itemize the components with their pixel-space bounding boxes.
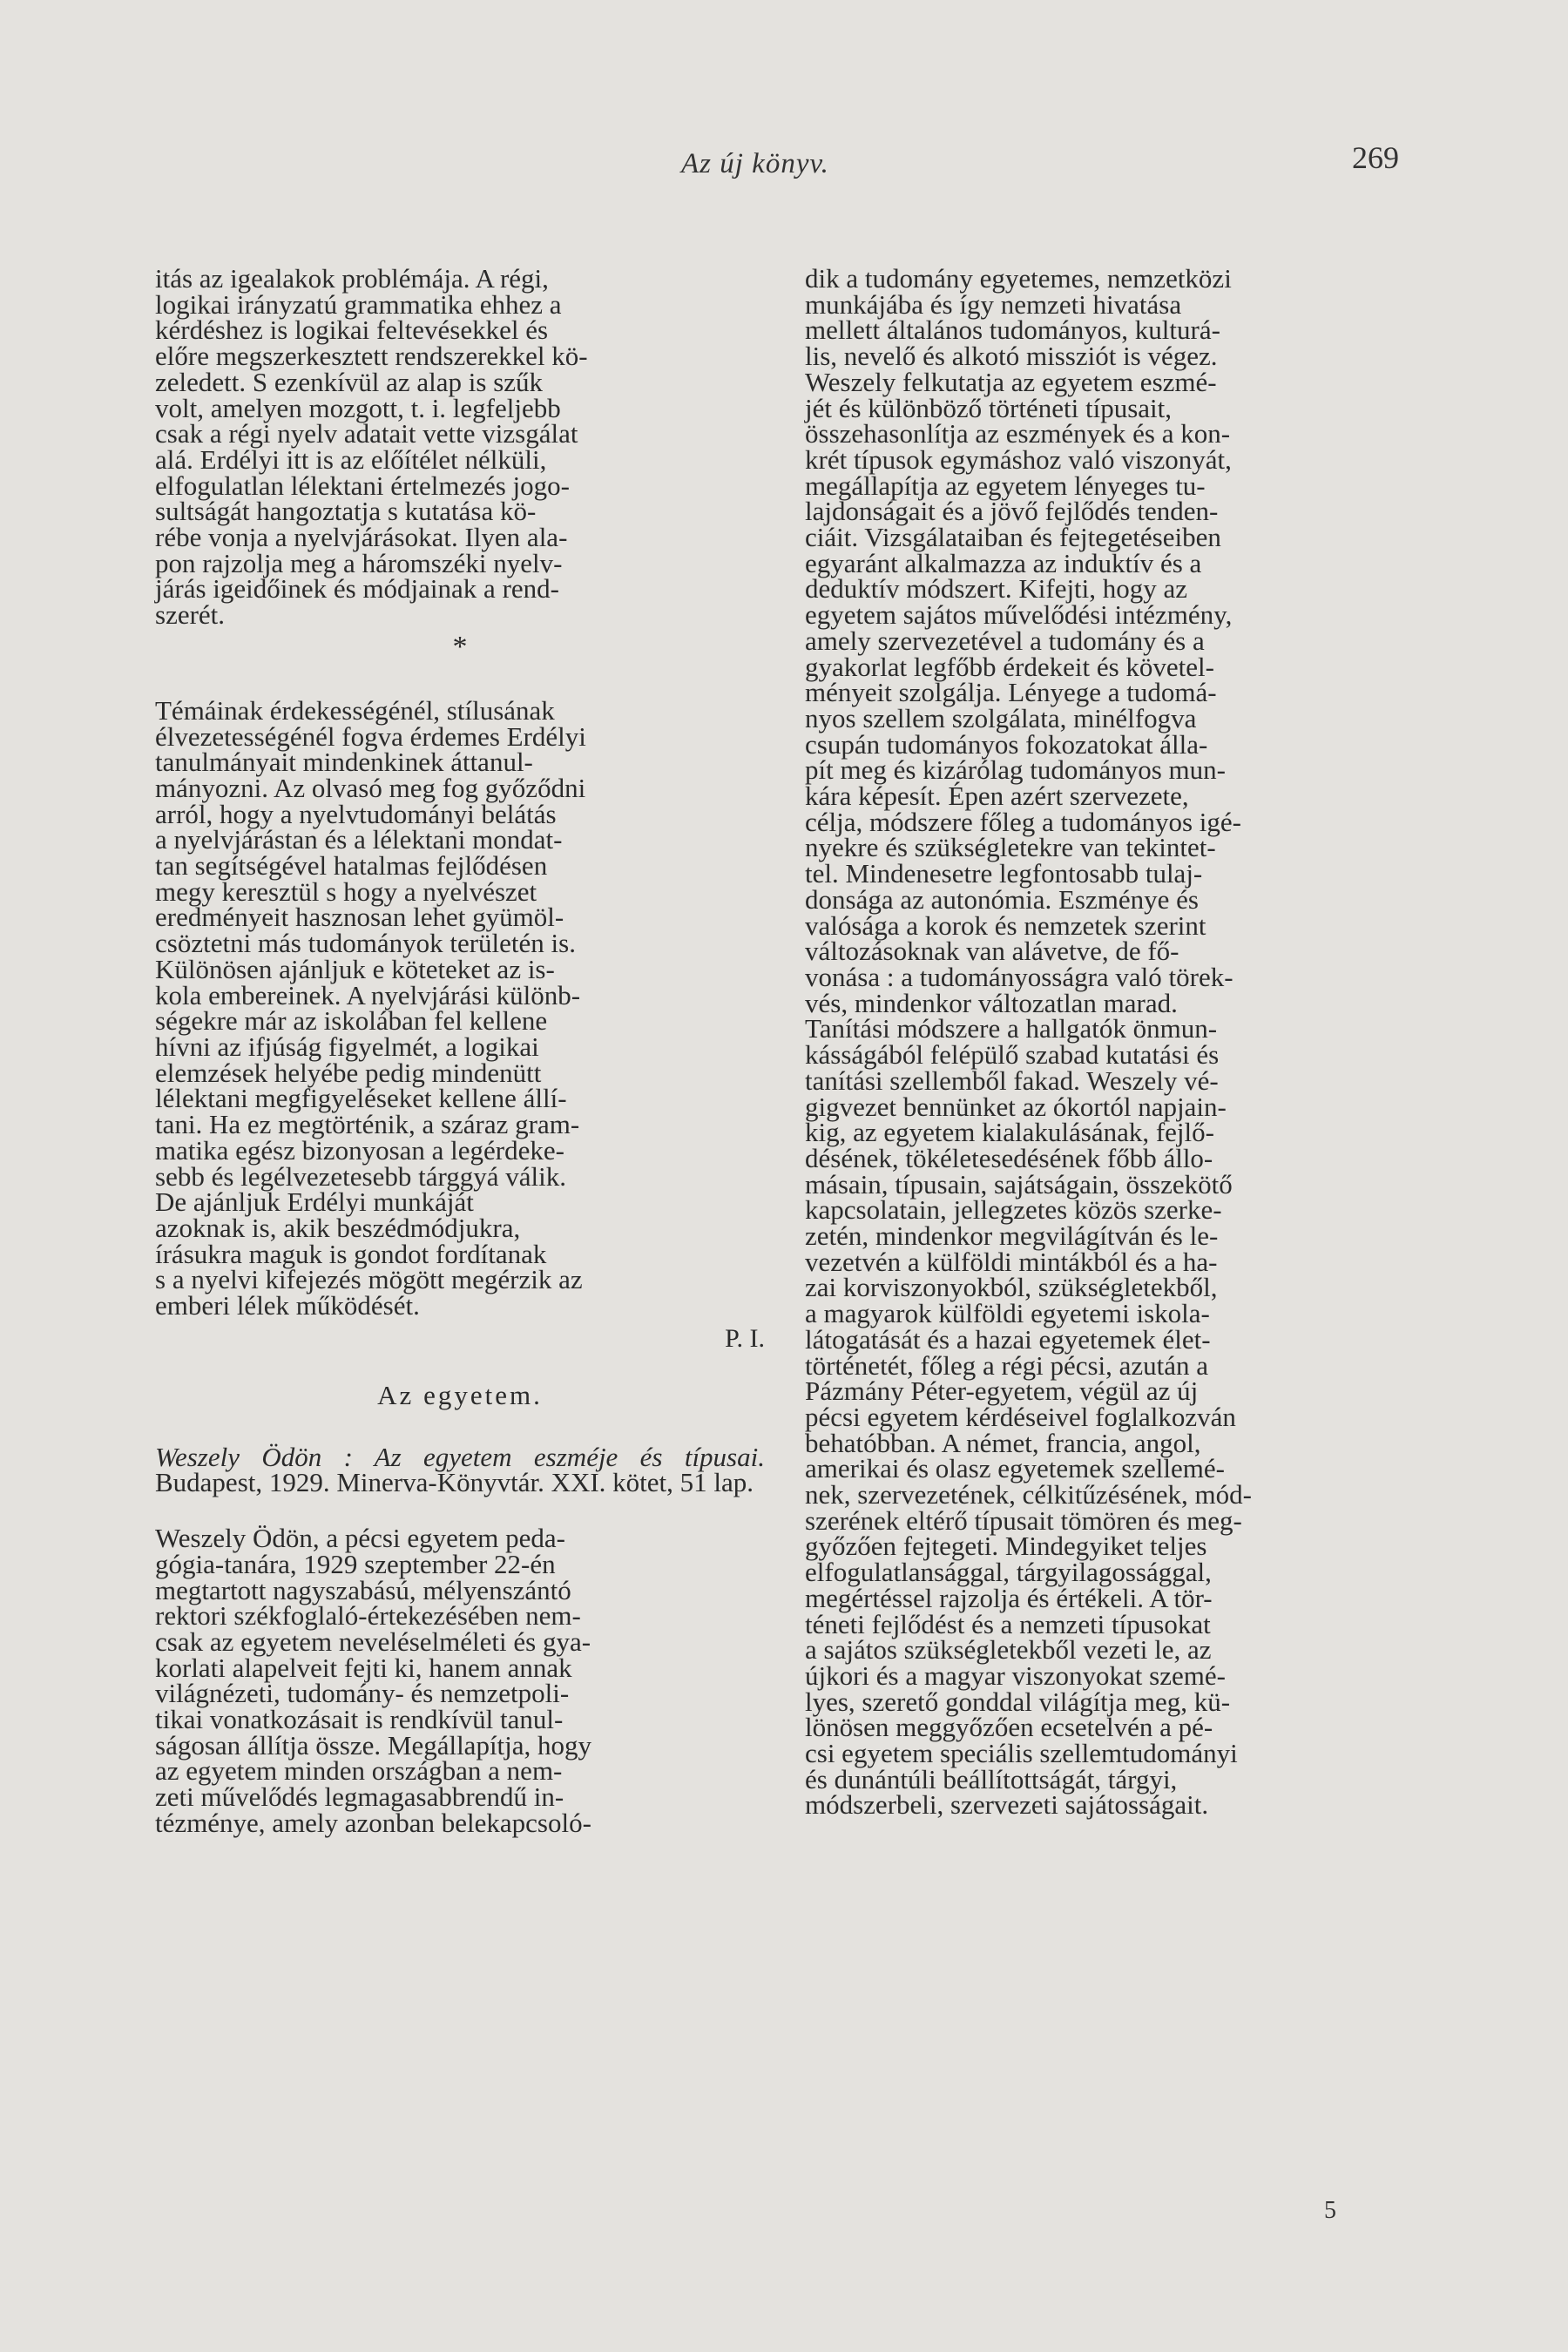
paragraph-weszely-intro: Weszely Ödön, a pécsi egyetem peda- gógia-tanára, 1929 szeptember 22-én megtartott nagyszabású, mélyenszántó rektori székfoglaló-értekezésében nem- csak az egyetem neveléselméleti és gya- korlati alapelveit fejti ki, hanem annak világnézeti, tudomány- és nemzetpoli- tikai vonatkozásait is rendkívül tanul- ságosan állítja össze. Megállapítja, hogy az egyetem minden országban a nem- zeti művelődés legmagasabbrendű in- tézménye, amely azonban belekapcsoló- xyxy=(155,1523,592,1838)
paragraph-verb-tenses: itás az igealakok problémája. A régi, logikai irányzatú grammatika ehhez a kérdéshez is logikai feltevésekkel és előre megszerkesztett rendszerekkel kö- zeledett. S ezenkívül az alap is szűk volt, amelyen mozgott, t. i. legfeljebb csak a régi nyelv adatait vette vizsgálat alá. Erdélyi itt is az előítélet nélküli, elfogulatlan lélektani értelmezés jogo- sultságát hangoztatja s kutatása kö- rébe vonja a nyelvjárásokat. Ilyen ala- pon rajzolja meg a háromszéki nyelv- járás igeidőinek és módjainak a rend- szerét. xyxy=(155,263,588,631)
section-separator-asterisk: * xyxy=(452,630,468,663)
review-signature: P. I. xyxy=(725,1323,765,1353)
citation-publication: Budapest, 1929. Minerva-Könyvtár. XXI. kötet, 51 lap. xyxy=(155,1467,754,1498)
page-number: 269 xyxy=(1352,140,1399,175)
section-heading: Az egyetem. xyxy=(377,1379,543,1410)
book-citation xyxy=(155,1441,765,1498)
running-head: Az új könyv. xyxy=(681,148,829,179)
citation-author-title: Weszely Ödön : Az egyetem eszméje és típusai. xyxy=(155,1441,765,1472)
left-column xyxy=(155,263,765,1838)
paragraph-weszely-continued: dik a tudomány egyetemes, nemzetközi munkájába és így nemzeti hivatása mellett általános tudományos, kulturá- lis, nevelő és alkotó missziót is végez. Weszely felkutatja az egyetem eszmé- jét és különböző történeti típusait, összehasonlítja az eszmények és a kon- krét típusok egymáshoz való viszonyát, megállapítja az egyetem lényeges tu- lajdonságait és a jövő fejlődés tenden- ciáit. Vizsgálataiban és fejtegetéseiben egyaránt alkalmazza az induktív és a deduktív módszert. Kifejti, hogy az egyetem sajátos művelődési intézmény, amely szervezetével a tudomány és a gyakorlat legfőbb érdekeit és követel- ményeit szolgálja. Lényege a tudomá- nyos szellem szolgálata, minélfogva csupán tudományos fokozatokat álla- pít meg és kizárólag tudományos mun- kára képesít. Épen azért szervezete, célja, módszere főleg a tudományos igé- nyekre és szükségletekre van tekintet- tel. Mindenesetre legfontosabb tulaj- donsága az autonómia. Eszménye és valósága a korok és nemzetek szerint változásoknak van alávetve, de fő- vonása : a tudományosságra való törek- vés, mindenkor változatlan marad. Tanítási módszere a hallgatók önmun- kásságából felépülő szabad kutatási és tanítási szellemből fakad. Weszely vé- gigvezet bennünket az ókortól napjain- kig, az egyetem kialakulásának, fejlő- désének, tökéletesedésének főbb állo- másain, típusain, sajátságain, összekötő kapcsolatain, jellegzetes közös szerke- zetén, mindenkor megvilágítván és le- vezetvén a külföldi mintákból és a ha- zai korviszonyokból, szükségletekből, a magyarok külföldi egyetemi iskola- látogatását és a hazai egyetemek élet- történetét, főleg a régi pécsi, azután a Pázmány Péter-egyetem, végül az új pécsi egyetem kérdéseivel foglalkozván behatóbban. A német, francia, angol, amerikai és olasz egyetemek szellemé- nek, szervezetének, célkitűzésének, mód- szerének eltérő típusait tömören és meg- győzően fejtegeti. Mindegyiket teljes elfogulatlansággal, tárgyilagossággal, megértéssel rajzolja és értékeli. A tör- téneti fejlődést és a nemzeti típusokat a sajátos szükségletekből vezeti le, az újkori és a magyar viszonyokat szemé- lyes, szerető gonddal világítja meg, kü- lönösen meggyőzően ecsetelvén a pé- csi egyetem speciális szellemtudományi és dunántúli beállítottságát, tárgyi, módszerbeli, szervezeti sajátosságait. xyxy=(805,263,1252,1821)
sheet-number: 5 xyxy=(1324,2197,1336,2224)
paragraph-recommendation: Témáinak érdekességénél, stílusának élvezetességénél fogva érdemes Erdélyi tanulmányait mindenkinek áttanul- mányozni. Az olvasó meg fog győződni arról, hogy a nyelvtudományi belátás a nyelvjárástan és a lélektani mondat- tan segítségével hatalmas fejlődésen megy keresztül s hogy a nyelvészet eredményeit hasznosan lehet gyümöl- csöztetni más tudományok területén is. Különösen ajánljuk e köteteket az is- kola embereinek. A nyelvjárási különb- ségekre már az iskolában fel kellene hívni az ifjúság figyelmét, a logikai elemzések helyébe pedig mindenütt lélektani megfigyeléseket kellene állí- tani. Ha ez megtörténik, a száraz gram- matika egész bizonyosan a legérdeke- sebb és legélvezetesebb tárggyá válik. De ajánljuk Erdélyi munkáját azoknak is, akik beszédmódjukra, írásukra maguk is gondot fordítanak s a nyelvi kifejezés mögött megérzik az emberi lélek működését. xyxy=(155,694,586,1321)
right-column xyxy=(805,263,1415,1821)
